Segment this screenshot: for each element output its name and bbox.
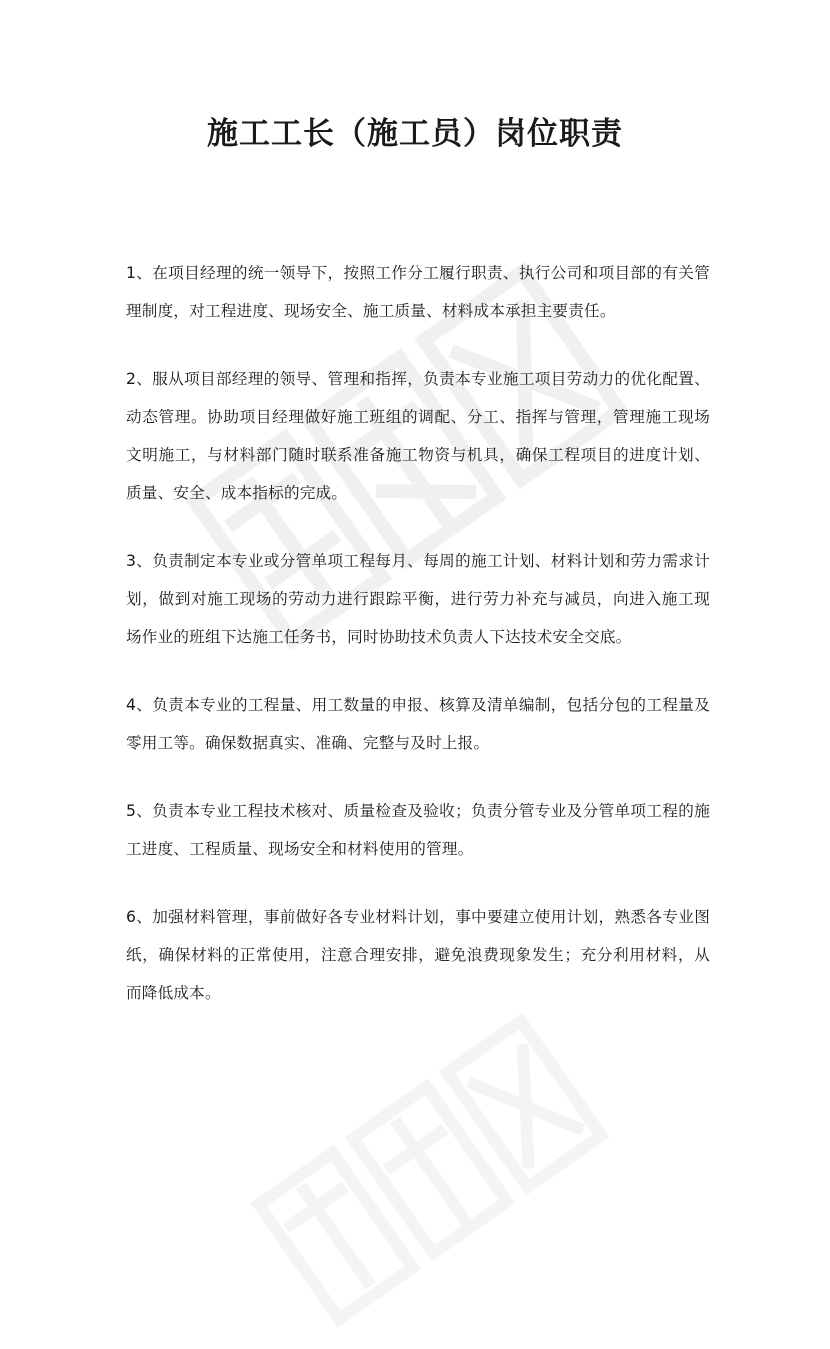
duty-paragraph-2: 2、服从项目部经理的领导、管理和指挥，负责本专业施工项目劳动力的优化配置、动态管理。协助项目经理做好施工班组的调配、分工、指挥与管理，管理施工现场文明施工，与材料部门随时联系准备施工物资与机具，确保工程项目的进度计划、质量、安全、成本指标的完成。 (126, 370, 710, 502)
document-body (126, 254, 710, 1042)
duty-paragraph-1: 1、在项目经理的统一领导下，按照工作分工履行职责、执行公司和项目部的有关管理制度，对工程进度、现场安全、施工质量、材料成本承担主要责任。 (126, 264, 710, 320)
duty-paragraph-5: 5、负责本专业工程技术核对、质量检查及验收；负责分管专业及分管单项工程的施工进度、工程质量、现场安全和材料使用的管理。 (126, 802, 710, 858)
page-title: 施工工长（施工员）岗位职责 (207, 116, 623, 152)
duty-paragraph-6: 6、加强材料管理，事前做好各专业材料计划，事中要建立使用计划，熟悉各专业图纸，确保材料的正常使用，注意合理安排，避免浪费现象发生；充分利用材料，从而降低成本。 (126, 908, 710, 1002)
duty-paragraph-4: 4、负责本专业的工程量、用工数量的申报、核算及清单编制，包括分包的工程量及零用工等。确保数据真实、准确、完整与及时上报。 (126, 696, 710, 752)
duty-paragraph-3: 3、负责制定本专业或分管单项工程每月、每周的施工计划、材料计划和劳力需求计划，做到对施工现场的劳动力进行跟踪平衡，进行劳力补充与减员，向进入施工现场作业的班组下达施工任务书，同时协助技术负责人下达技术安全交底。 (126, 552, 710, 646)
watermark-logo-icon (233, 991, 626, 1349)
